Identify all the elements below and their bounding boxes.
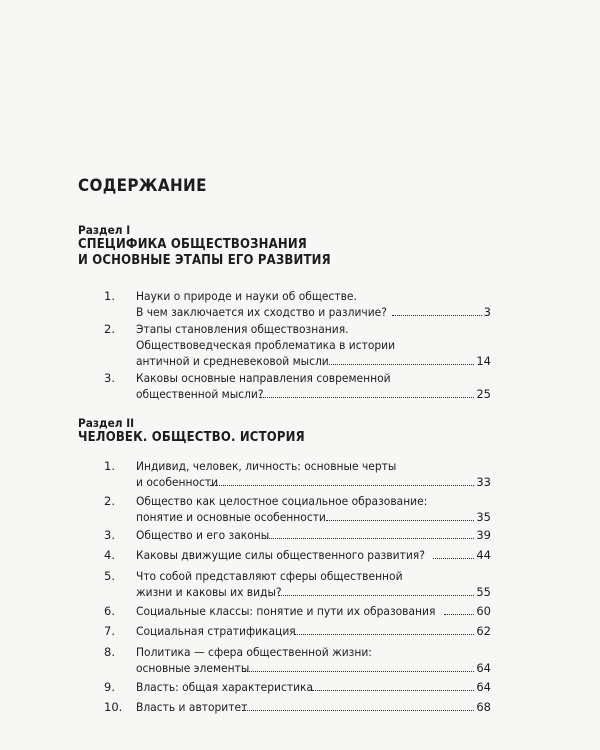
entry-number: 3. (104, 528, 115, 542)
dot-leader (294, 634, 475, 635)
entry-last-line (136, 603, 491, 619)
entry-text (136, 679, 491, 695)
entry-number: 2. (104, 322, 115, 336)
page-number[interactable]: 62 (476, 624, 491, 638)
section-heading (78, 430, 456, 446)
entry-number: 3. (104, 371, 115, 385)
entry-line: Власть: общая характеристика (136, 680, 314, 694)
entry-line: и особенности (136, 475, 219, 489)
entry-text (136, 493, 491, 525)
entry-line: Науки о природе и науки об обществе. (136, 289, 357, 303)
entry-last-line (136, 679, 491, 695)
entry-text (136, 527, 491, 543)
entry-last-line (136, 386, 491, 402)
entry-text (136, 370, 491, 402)
entry-number: 10. (104, 700, 123, 714)
section-2 (78, 416, 498, 714)
section-heading (78, 237, 456, 269)
entry-number: 2. (104, 494, 115, 508)
entry-text (136, 288, 491, 320)
entry-number: 5. (104, 569, 115, 583)
entry-text (136, 623, 491, 639)
dot-leader (242, 710, 475, 711)
entry-number: 1. (104, 289, 115, 303)
entry-last-line (136, 547, 491, 563)
entry-line: Социальная стратификация (136, 624, 296, 638)
entry-last-line (136, 623, 491, 639)
page-number[interactable]: 55 (476, 585, 491, 599)
entry-last-line (136, 584, 491, 600)
page-number[interactable]: 64 (476, 680, 491, 694)
dot-leader (244, 671, 475, 672)
page-number[interactable]: 3 (483, 305, 491, 319)
dot-leader (279, 595, 475, 596)
page-number[interactable]: 33 (476, 475, 491, 489)
section-1 (78, 223, 498, 401)
entry-line: жизни и каковы их виды? (136, 585, 282, 599)
entry-last-line (136, 353, 491, 369)
entry-line: Общество как целостное социальное образование: (136, 494, 428, 508)
dot-leader (392, 315, 482, 316)
section-label: Раздел I (78, 223, 131, 237)
entry-text (136, 699, 491, 715)
entry-text (136, 603, 491, 619)
page-number[interactable]: 14 (476, 354, 491, 368)
entry-text (136, 458, 491, 490)
entry-number: 1. (104, 459, 115, 473)
entry-last-line (136, 474, 491, 490)
entry-line: Что собой представляют сферы общественной (136, 569, 403, 583)
entry-last-line (136, 660, 491, 676)
dot-leader (210, 485, 474, 486)
page-number[interactable]: 39 (476, 528, 491, 542)
page-number[interactable]: 68 (476, 700, 491, 714)
dot-leader (312, 690, 474, 691)
entry-last-line (136, 699, 491, 715)
entry-line: В чем заключается их сходство и различие? (136, 305, 387, 319)
entry-line: Политика — сфера общественной жизни: (136, 645, 372, 659)
page-number[interactable]: 25 (476, 387, 491, 401)
entry-last-line (136, 509, 491, 525)
entry-text (136, 644, 491, 676)
entry-last-line (136, 527, 491, 543)
entry-text (136, 321, 491, 369)
dot-leader (259, 397, 474, 398)
dot-leader (329, 364, 474, 365)
entry-line: Каковы движущие силы общественного развития? (136, 548, 425, 562)
entry-line: Этапы становления обществознания. (136, 322, 349, 336)
dot-leader (326, 520, 474, 521)
entry-text (136, 547, 491, 563)
dot-leader (433, 558, 475, 559)
section-heading-line: И ОСНОВНЫЕ ЭТАПЫ ЕГО РАЗВИТИЯ (78, 253, 331, 268)
page-number[interactable]: 44 (476, 548, 491, 562)
entry-number: 8. (104, 645, 115, 659)
entry-line: Общество и его законы (136, 528, 270, 542)
entry-line: основные элементы (136, 661, 250, 675)
entry-last-line (136, 304, 491, 320)
entry-line: Индивид, человек, личность: основные черты (136, 459, 397, 473)
section-heading-line: ЧЕЛОВЕК. ОБЩЕСТВО. ИСТОРИЯ (78, 430, 305, 445)
entry-number: 7. (104, 624, 115, 638)
page-number[interactable]: 35 (476, 510, 491, 524)
section-label: Раздел II (78, 416, 135, 430)
section-heading-line: СПЕЦИФИКА ОБЩЕСТВОЗНАНИЯ (78, 237, 307, 252)
page-title: СОДЕРЖАНИЕ (78, 176, 207, 195)
entry-line: Каковы основные направления современной (136, 371, 391, 385)
entry-number: 6. (104, 604, 115, 618)
entry-line: Социальные классы: понятие и пути их образования (136, 604, 436, 618)
entry-line: понятие и основные особенности (136, 510, 326, 524)
entry-number: 9. (104, 680, 115, 694)
dot-leader (265, 538, 474, 539)
entry-line: античной и средневековой мысли (136, 354, 329, 368)
dot-leader (444, 614, 474, 615)
entry-number: 4. (104, 548, 115, 562)
entry-line: Обществоведческая проблематика в истории (136, 338, 396, 352)
entry-line: общественной мысли? (136, 387, 264, 401)
page-number[interactable]: 64 (476, 661, 491, 675)
page-number[interactable]: 60 (476, 604, 491, 618)
entry-text (136, 568, 491, 600)
entry-line: Власть и авторитет (136, 700, 248, 714)
